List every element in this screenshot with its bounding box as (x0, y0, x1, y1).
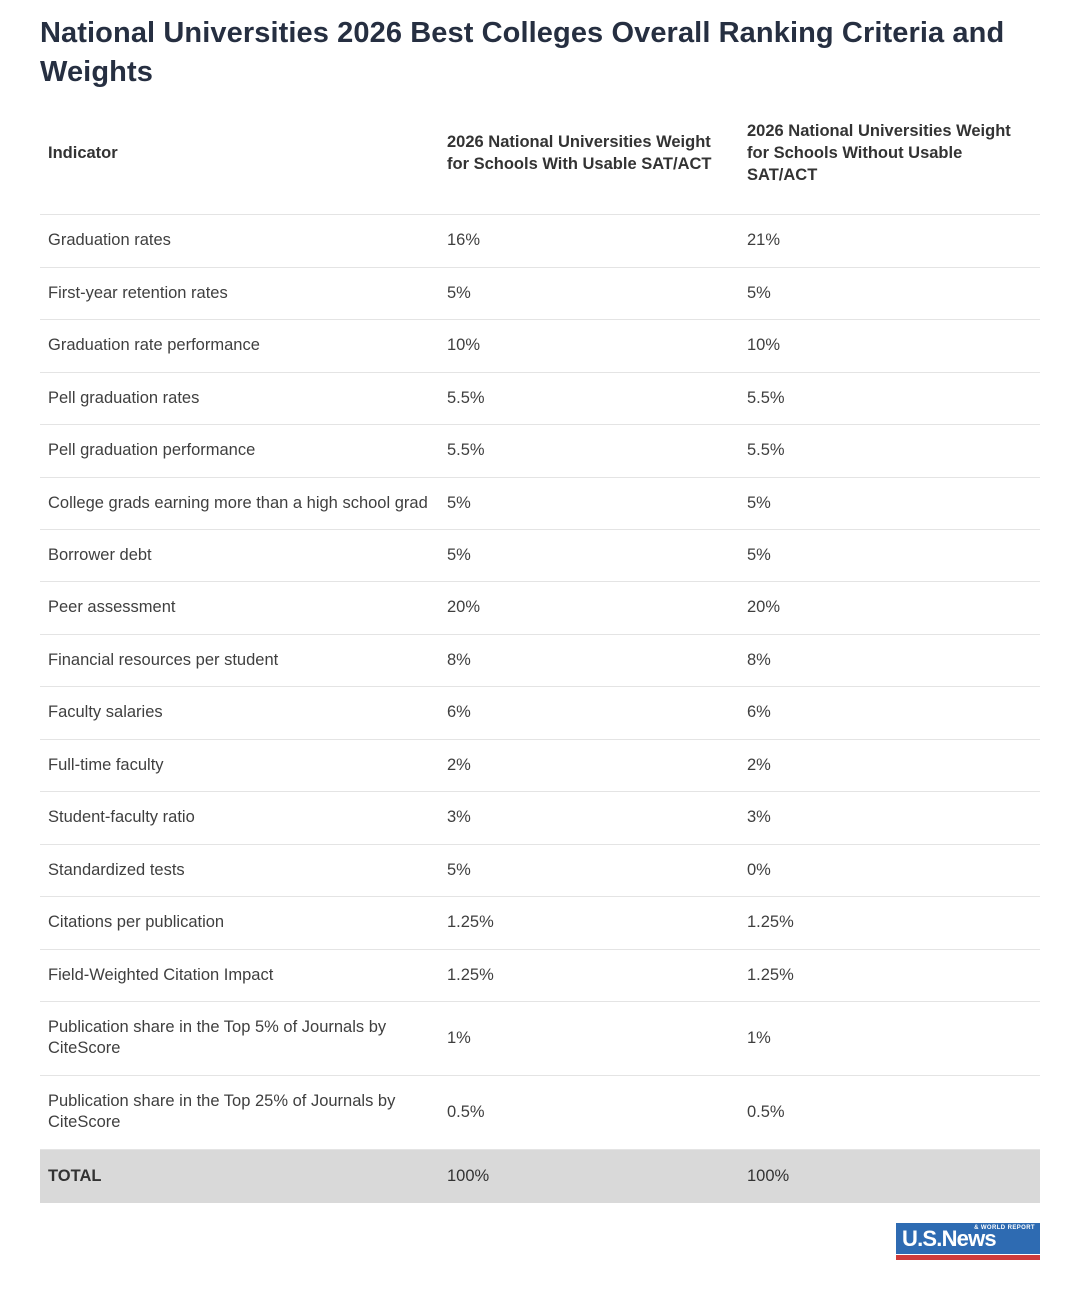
table-row (40, 792, 1040, 844)
indicator-cell: Financial resources per student (48, 650, 279, 669)
weight-without-sat-cell: 0% (747, 860, 771, 879)
indicator-cell: Publication share in the Top 5% of Journals by CiteScore (48, 1017, 387, 1058)
usnews-logo-blue-box (896, 1223, 1040, 1254)
total-row (40, 1149, 1040, 1203)
column-header-weight-without-sat-act: 2026 National Universities Weight for Schools Without Usable SAT/ACT (747, 122, 1011, 184)
usnews-logo (896, 1223, 1040, 1260)
weight-with-sat-cell: 8% (447, 650, 471, 669)
indicator-cell: Borrower debt (48, 546, 152, 565)
table-header (40, 109, 1040, 215)
page-title: National Universities 2026 Best Colleges Overall Ranking Criteria and Weights (40, 17, 1005, 88)
indicator-cell: College grads earning more than a high school grad (48, 493, 428, 512)
weight-without-sat-cell: 10% (747, 336, 781, 355)
weight-with-sat-cell: 5% (447, 493, 471, 512)
weight-without-sat-cell: 21% (747, 231, 781, 250)
indicator-cell: Peer assessment (48, 598, 176, 617)
table-row (40, 844, 1040, 896)
table-row (40, 372, 1040, 424)
indicator-cell: Citations per publication (48, 913, 225, 932)
total-weight-without-sat-act: 100% (747, 1166, 790, 1185)
indicator-cell: Publication share in the Top 25% of Journals by CiteScore (48, 1091, 396, 1132)
weight-without-sat-cell: 1% (747, 1028, 771, 1047)
indicator-cell: Standardized tests (48, 860, 185, 879)
table-row (40, 267, 1040, 319)
weight-without-sat-cell: 5% (747, 493, 771, 512)
table-row (40, 897, 1040, 949)
weight-without-sat-cell: 20% (747, 598, 781, 617)
table-row (40, 687, 1040, 739)
weight-with-sat-cell: 5.5% (447, 388, 485, 407)
column-header-weight-with-sat-act: 2026 National Universities Weight for Schools With Usable SAT/ACT (447, 133, 712, 173)
weight-with-sat-cell: 0.5% (447, 1102, 485, 1121)
weight-without-sat-cell: 6% (747, 703, 771, 722)
footer-logo-area (40, 1223, 1040, 1260)
total-label: TOTAL (48, 1166, 102, 1185)
table-row (40, 1001, 1040, 1075)
weight-with-sat-cell: 2% (447, 755, 471, 774)
table-row (40, 215, 1040, 267)
weight-with-sat-cell: 6% (447, 703, 471, 722)
weight-with-sat-cell: 1.25% (447, 965, 494, 984)
weight-without-sat-cell: 3% (747, 808, 771, 827)
weight-with-sat-cell: 5% (447, 860, 471, 879)
usnews-logo-red-bar (896, 1255, 1040, 1260)
indicator-cell: Full-time faculty (48, 755, 164, 774)
indicator-cell: First-year retention rates (48, 283, 228, 302)
total-weight-with-sat-act: 100% (447, 1166, 490, 1185)
weight-without-sat-cell: 5% (747, 283, 771, 302)
weight-with-sat-cell: 20% (447, 598, 481, 617)
weight-without-sat-cell: 5.5% (747, 388, 785, 407)
table-row (40, 634, 1040, 686)
indicator-cell: Pell graduation rates (48, 388, 200, 407)
weight-without-sat-cell: 1.25% (747, 965, 794, 984)
table-row (40, 1075, 1040, 1149)
table-row (40, 949, 1040, 1001)
indicator-cell: Graduation rate performance (48, 336, 260, 355)
table-row (40, 739, 1040, 791)
table-row (40, 477, 1040, 529)
table-body (40, 215, 1040, 1149)
weight-without-sat-cell: 0.5% (747, 1102, 785, 1121)
ranking-criteria-table (40, 109, 1040, 1203)
weight-with-sat-cell: 16% (447, 231, 481, 250)
weight-with-sat-cell: 1% (447, 1028, 471, 1047)
table-row (40, 425, 1040, 477)
table-row (40, 530, 1040, 582)
weight-with-sat-cell: 5% (447, 546, 471, 565)
indicator-cell: Field-Weighted Citation Impact (48, 965, 274, 984)
weight-with-sat-cell: 3% (447, 808, 471, 827)
weight-without-sat-cell: 1.25% (747, 913, 794, 932)
usnews-logo-tagline-text: & WORLD REPORT (974, 1224, 1035, 1231)
indicator-cell: Faculty salaries (48, 703, 163, 722)
weight-with-sat-cell: 1.25% (447, 913, 494, 932)
weight-without-sat-cell: 2% (747, 755, 771, 774)
indicator-cell: Graduation rates (48, 231, 171, 250)
table-row (40, 582, 1040, 634)
indicator-cell: Pell graduation performance (48, 441, 256, 460)
weight-without-sat-cell: 5.5% (747, 441, 785, 460)
weight-with-sat-cell: 10% (447, 336, 481, 355)
weight-without-sat-cell: 8% (747, 650, 771, 669)
weight-with-sat-cell: 5.5% (447, 441, 485, 460)
usnews-logo-brand-text: U.S.News (902, 1226, 996, 1252)
indicator-cell: Student-faculty ratio (48, 808, 195, 827)
column-header-indicator: Indicator (48, 143, 118, 162)
weight-with-sat-cell: 5% (447, 283, 471, 302)
weight-without-sat-cell: 5% (747, 546, 771, 565)
table-row (40, 320, 1040, 372)
